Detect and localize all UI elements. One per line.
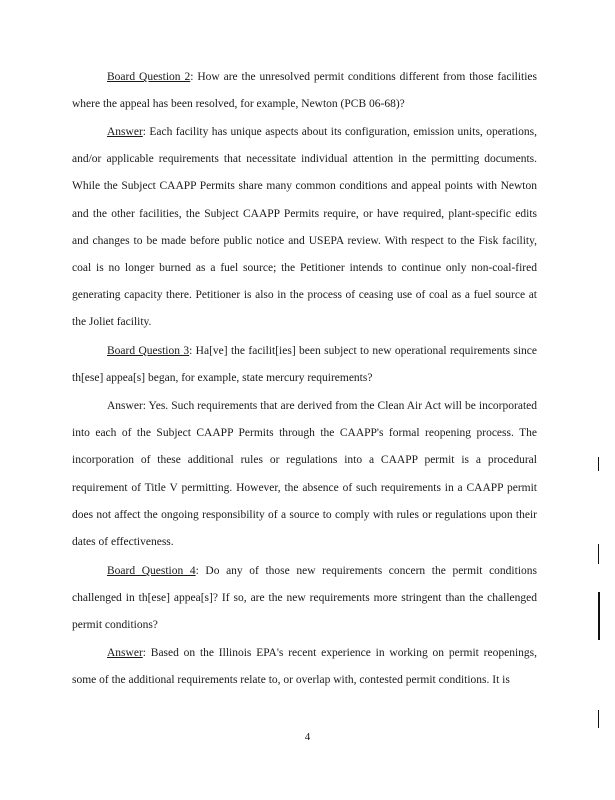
label-board-question-3: Board Question 3 [107, 345, 190, 357]
paragraph-board-question-3 [72, 338, 537, 392]
scan-edge-mark [598, 592, 600, 640]
scan-edge-mark [598, 544, 599, 564]
scan-edge-mark [598, 710, 599, 728]
text-answer-2: : Each facility has unique aspects about its configuration, emission units, operations, and/or applicable requirements that necessitate individual attention in the permitting documents. While the Subject CAAPP Permits share many common conditions and appeal points with Newton and the other facilities, the Subject CAAPP Permits require, or have required, plant-specific edits and changes to be made before public notice and USEPA review. With respect to the Fisk facility, coal is no longer burned as a fuel source; the Petitioner intends to continue only non-coal-fired generating capacity there. Petitioner is also in the process of ceasing use of coal as a fuel source at the Joliet facility. [72, 126, 537, 329]
page-number: 4 [304, 731, 311, 743]
text-board-question-2: : How are the unresolved permit conditions different from those facilities where the appeal has been resolved, for example, Newton (PCB 06-68)? [72, 71, 537, 111]
label-answer-4: Answer [107, 647, 143, 659]
text-answer-4: : Based on the Illinois EPA's recent experience in working on permit reopenings, some of the additional requirements relate to, or overlap with, contested permit conditions. It is [72, 647, 537, 687]
paragraph-answer-2 [72, 119, 537, 337]
label-board-question-4: Board Question 4 [107, 565, 196, 577]
paragraph-board-question-4 [72, 558, 537, 640]
text-answer-3: Answer: Yes. Such requirements that are derived from the Clean Air Act will be incorporated into each of the Subject CAAPP Permits through the CAAPP's formal reopening process. The incorporation of these additional rules or regulations into a CAAPP permit is a procedural requirement of Title V permitting. However, the absence of such requirements in a CAAPP permit does not affect the ongoing responsibility of a source to comply with rules or regulations upon their dates of effectiveness. [72, 400, 537, 549]
paragraph-answer-3 [72, 393, 537, 556]
label-answer-2: Answer [107, 126, 143, 138]
scan-edge-mark [598, 457, 599, 471]
paragraph-board-question-2 [72, 64, 537, 118]
text-board-question-4: : Do any of those new requirements concern the permit conditions challenged in th[ese] appea[s]? If so, are the new requirements more stringent than the challenged permit conditions? [72, 565, 537, 632]
label-board-question-2: Board Question 2 [107, 71, 191, 83]
paragraph-answer-4 [72, 640, 537, 694]
text-board-question-3: : Ha[ve] the facilit[ies] been subject to new operational requirements since th[ese] appea[s] began, for example, state mercury requirements? [72, 345, 537, 385]
